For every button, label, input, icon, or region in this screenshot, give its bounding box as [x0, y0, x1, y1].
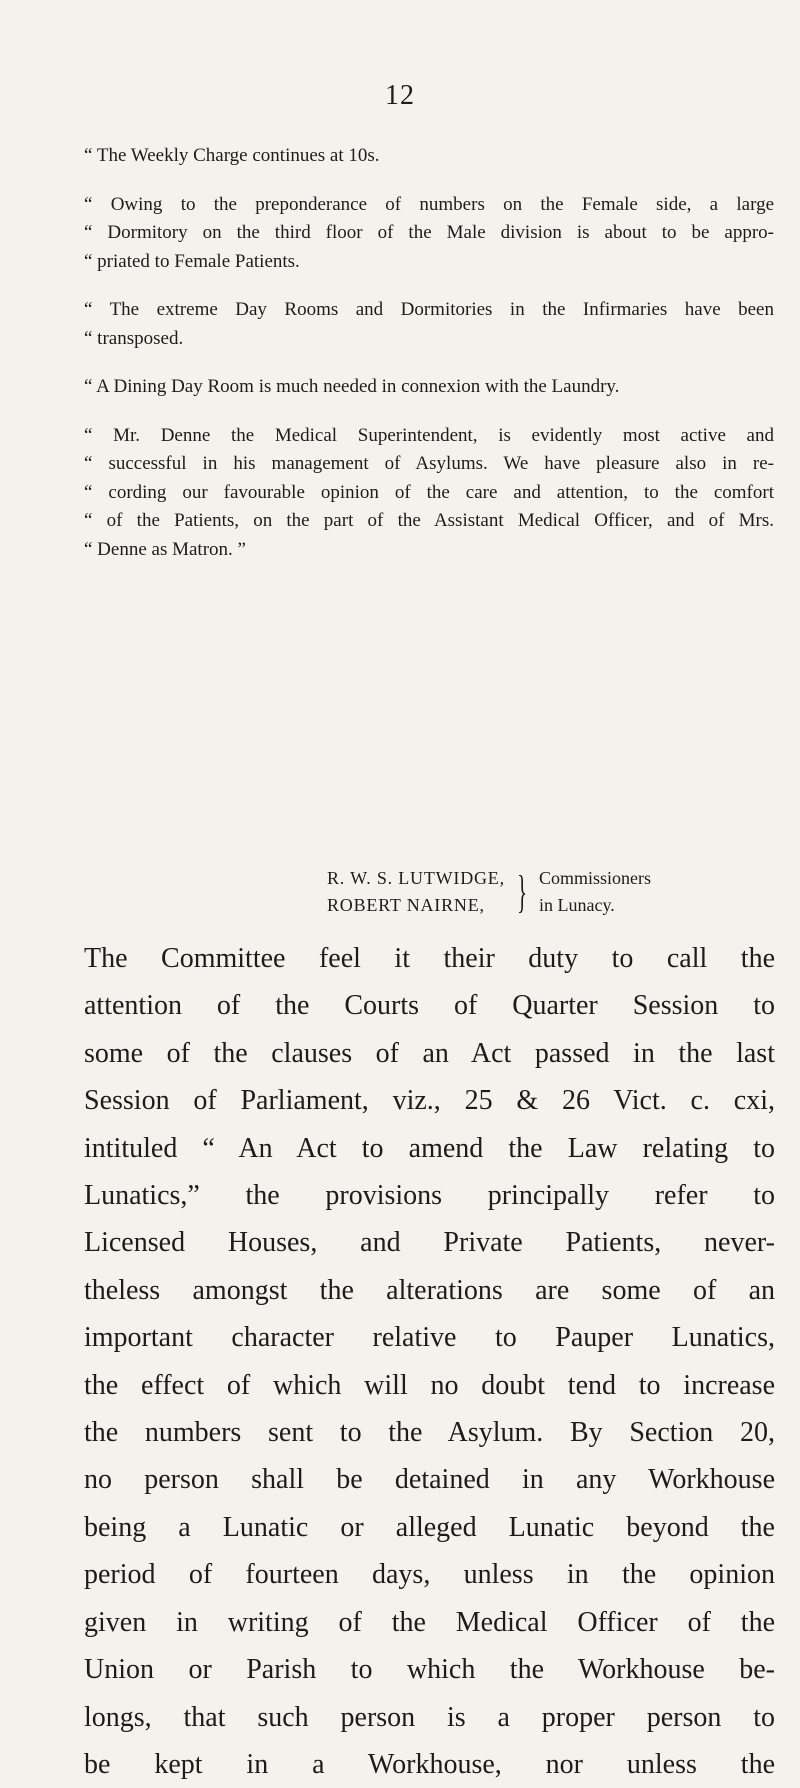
role-line: Commissioners: [539, 868, 652, 888]
text-line: theless amongst the alterations are some of an: [84, 1274, 775, 1306]
quote-paragraph: [84, 296, 774, 353]
text-line: the numbers sent to the Asylum. By Section 20,: [84, 1417, 775, 1449]
text-line: Licensed Houses, and Private Patients, never-: [84, 1227, 775, 1259]
quoted-report: [84, 142, 774, 584]
text-line: “ of the Patients, on the part of the Assistant Medical Officer, and of Mrs.: [84, 510, 774, 531]
text-line: given in writing of the Medical Officer of the: [84, 1606, 775, 1638]
text-line: period of fourteen days, unless in the opinion: [84, 1559, 775, 1591]
text-line: longs, that such person is a proper person to: [84, 1701, 775, 1733]
text-line: “ Owing to the preponderance of numbers on the Female side, a large: [84, 193, 774, 215]
text-line: attention of the Courts of Quarter Session to: [84, 990, 775, 1022]
text-line: no person shall be detained in any Workhouse: [84, 1464, 775, 1496]
text-line: The Committee feel it their duty to call the: [84, 943, 775, 974]
text-line: “ transposed.: [84, 327, 184, 349]
text-line: Lunatics,” the provisions principally refer to: [84, 1180, 775, 1212]
text-line: “ The Weekly Charge continues at 10s.: [84, 145, 380, 166]
text-line: Session of Parliament, viz., 25 & 26 Vict. c. cxi,: [84, 1085, 775, 1117]
signatory-role: [539, 865, 651, 919]
text-line: “ priated to Female Patients.: [84, 250, 300, 272]
text-line: the effect of which will no doubt tend to increase: [84, 1369, 775, 1401]
signature-block: [327, 865, 767, 919]
text-line: “ successful in his management of Asylums. We have pleasure also in re-: [84, 453, 774, 474]
text-line: intituled “ An Act to amend the Law relating to: [84, 1132, 775, 1164]
role-line: in Lunacy.: [539, 895, 615, 915]
text-line: “ Dormitory on the third floor of the Male division is about to be appro-: [84, 222, 774, 243]
text-line: Union or Parish to which the Workhouse be-: [84, 1654, 775, 1686]
text-line: “ A Dining Day Room is much needed in connexion with the Laundry.: [84, 376, 620, 397]
text-line: “ cording our favourable opinion of the care and attention, to the comfort: [84, 481, 774, 503]
text-line: be kept in a Workhouse, nor unless the: [84, 1748, 775, 1780]
quote-paragraph: [84, 142, 774, 171]
committee-statement: [84, 935, 775, 1788]
signatory-name: R. W. S. LUTWIDGE,: [327, 868, 505, 888]
text-line: being a Lunatic or alleged Lunatic beyond the: [84, 1511, 775, 1543]
quote-paragraph: [84, 191, 774, 277]
brace-icon: }: [516, 866, 527, 917]
text-line: “ The extreme Day Rooms and Dormitories in the Infirmaries have been: [84, 299, 774, 320]
text-line: some of the clauses of an Act passed in the last: [84, 1037, 775, 1069]
quote-paragraph: [84, 422, 774, 565]
signatory-name: ROBERT NAIRNE,: [327, 895, 485, 915]
text-line: “ Mr. Denne the Medical Superintendent, is evidently most active and: [84, 424, 774, 446]
page-number: 12: [385, 80, 415, 111]
signatory-names: [327, 865, 505, 919]
text-line: important character relative to Pauper Lunatics,: [84, 1322, 775, 1354]
quote-paragraph: [84, 373, 774, 402]
text-line: “ Denne as Matron. ”: [84, 538, 246, 560]
